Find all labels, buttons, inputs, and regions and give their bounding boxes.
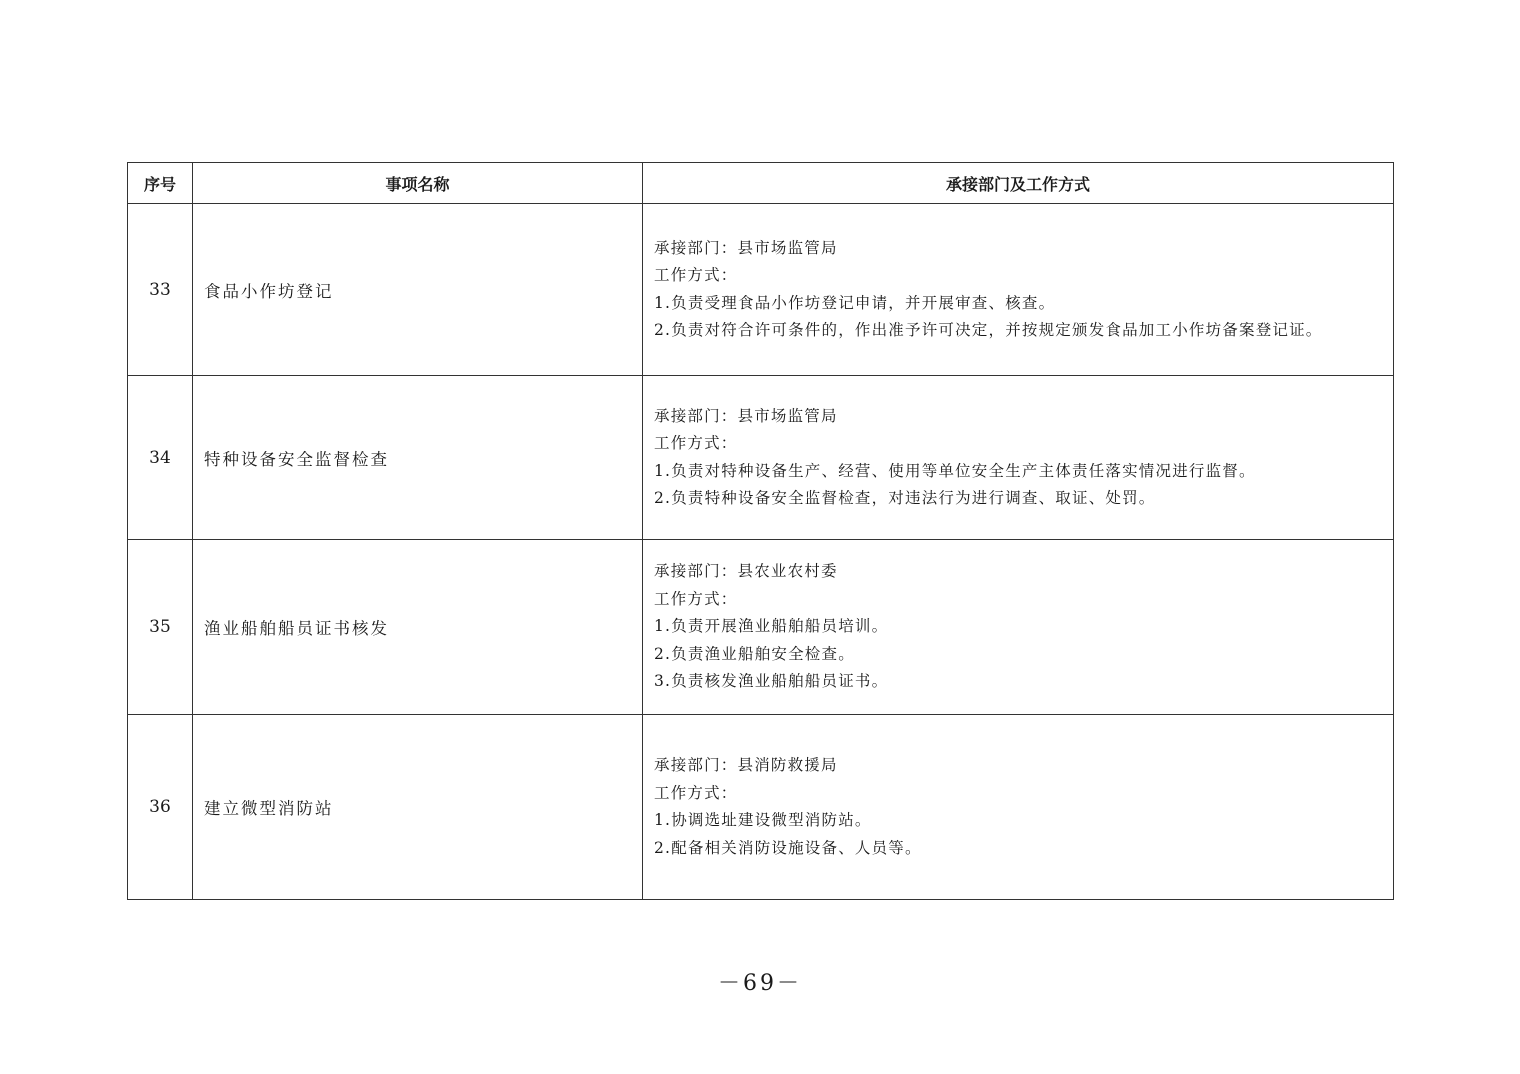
header-item-name: 事项名称 <box>193 163 643 204</box>
method-label-line: 工作方式： <box>654 589 738 608</box>
row-department-method <box>643 540 1394 715</box>
page-number: －69－ <box>718 971 802 996</box>
method-step-line: 1.负责受理食品小作坊登记申请，并开展审查、核查。 <box>654 293 1056 312</box>
row-serial-number: 34 <box>128 376 193 540</box>
row-serial-number: 33 <box>128 204 193 376</box>
method-step-line: 1.负责对特种设备生产、经营、使用等单位安全生产主体责任落实情况进行监督。 <box>654 461 1256 480</box>
method-step-line: 2.负责对符合许可条件的，作出准予许可决定，并按规定颁发食品加工小作坊备案登记证。 <box>654 321 1323 339</box>
header-department-method: 承接部门及工作方式 <box>643 163 1394 204</box>
table-row <box>128 540 1394 715</box>
table-header-row <box>128 163 1394 204</box>
table-row <box>128 715 1394 900</box>
department-line: 承接部门：县市场监管局 <box>654 406 838 425</box>
method-step-line: 3.负责核发渔业船舶船员证书。 <box>654 672 889 691</box>
row-department-method <box>643 715 1394 900</box>
method-label-line: 工作方式： <box>654 783 738 802</box>
table-row <box>128 376 1394 540</box>
row-department-method <box>643 376 1394 540</box>
method-label-line: 工作方式： <box>654 266 738 284</box>
method-label-line: 工作方式： <box>654 434 738 452</box>
row-item-name: 渔业船舶船员证书核发 <box>193 540 643 715</box>
row-serial-number: 36 <box>128 715 193 900</box>
department-line: 承接部门：县农业农村委 <box>654 562 838 581</box>
method-step-line: 2.负责特种设备安全监督检查，对违法行为进行调查、取证、处罚。 <box>654 489 1156 507</box>
method-step-line: 1.负责开展渔业船舶船员培训。 <box>654 617 889 636</box>
items-table <box>127 162 1394 900</box>
header-serial-number: 序号 <box>128 163 193 204</box>
row-item-name: 食品小作坊登记 <box>193 204 643 376</box>
method-step-line: 1.协调选址建设微型消防站。 <box>654 811 872 829</box>
row-department-method <box>643 204 1394 376</box>
row-serial-number: 35 <box>128 540 193 715</box>
method-step-line: 2.配备相关消防设施设备、人员等。 <box>654 838 922 857</box>
row-item-name: 建立微型消防站 <box>193 715 643 900</box>
department-line: 承接部门：县市场监管局 <box>654 238 838 257</box>
row-item-name: 特种设备安全监督检查 <box>193 376 643 540</box>
department-line: 承接部门：县消防救援局 <box>654 756 838 774</box>
table-row <box>128 204 1394 376</box>
method-step-line: 2.负责渔业船舶安全检查。 <box>654 644 855 663</box>
